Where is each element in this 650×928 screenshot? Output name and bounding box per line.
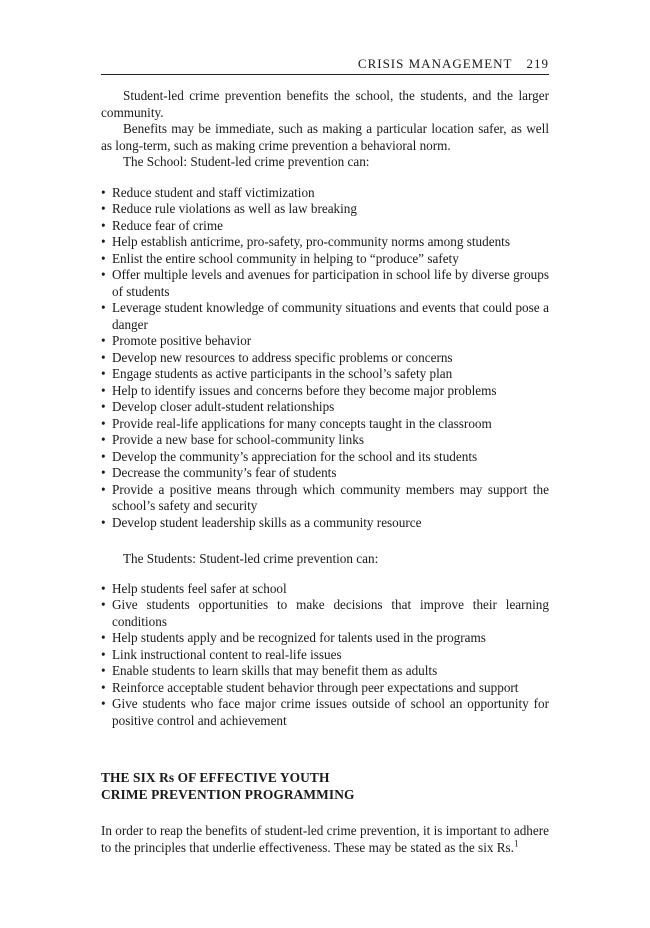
bullet-marker: • bbox=[101, 679, 106, 695]
bullet-marker: • bbox=[101, 300, 106, 315]
school-benefit-item bbox=[101, 333, 549, 350]
student-benefit-item-text: Help students apply and be recognized for talents used in the programs bbox=[112, 630, 486, 645]
school-benefit-item-text: Enlist the entire school community in helping to “produce” safety bbox=[112, 250, 459, 266]
school-benefit-item bbox=[101, 366, 549, 383]
bullet-marker: • bbox=[101, 448, 106, 464]
bullet-marker: • bbox=[101, 432, 106, 447]
section-body-paragraph bbox=[101, 823, 549, 856]
student-benefits-list bbox=[101, 581, 549, 730]
student-benefit-item-text: Give students opportunities to make decisions that improve their learning conditions bbox=[112, 597, 549, 629]
section-heading bbox=[101, 769, 549, 803]
running-title: CRISIS MANAGEMENT bbox=[357, 56, 513, 71]
school-benefit-item bbox=[101, 234, 549, 251]
student-benefit-item bbox=[101, 630, 549, 647]
bullet-marker: • bbox=[101, 630, 106, 645]
bullet-marker: • bbox=[101, 333, 106, 348]
school-lead-in: The School: Student-led crime prevention can: bbox=[123, 154, 370, 169]
school-benefit-item bbox=[101, 201, 549, 218]
student-benefit-item bbox=[101, 680, 549, 697]
bullet-marker: • bbox=[101, 382, 106, 398]
student-benefit-item-text: Link instructional content to real-life issues bbox=[112, 646, 342, 662]
school-benefit-item-text: Help establish anticrime, pro-safety, pro-community norms among students bbox=[112, 234, 510, 249]
bullet-marker: • bbox=[101, 465, 106, 480]
school-benefit-item-text: Decrease the community’s fear of students bbox=[112, 465, 337, 480]
school-benefit-item bbox=[101, 185, 549, 202]
section-heading-line-2: CRIME PREVENTION PROGRAMMING bbox=[101, 787, 355, 802]
school-benefit-item bbox=[101, 300, 549, 333]
bullet-marker: • bbox=[101, 250, 106, 266]
school-benefit-item bbox=[101, 383, 549, 400]
school-benefit-item bbox=[101, 482, 549, 515]
page-number: 219 bbox=[526, 56, 549, 71]
bullet-marker: • bbox=[101, 217, 106, 233]
bullet-marker: • bbox=[101, 366, 106, 381]
school-benefit-item bbox=[101, 218, 549, 235]
school-benefit-item-text: Provide a new base for school-community links bbox=[112, 432, 364, 447]
school-benefit-item-text: Provide a positive means through which community members may support the school’s safety and security bbox=[112, 481, 549, 513]
school-benefit-item-text: Develop closer adult-student relationships bbox=[112, 399, 335, 414]
bullet-marker: • bbox=[101, 415, 106, 431]
student-benefit-item bbox=[101, 581, 549, 598]
student-benefit-item bbox=[101, 663, 549, 680]
school-benefit-item-text: Reduce student and staff victimization bbox=[112, 184, 315, 200]
school-benefit-item-text: Develop the community’s appreciation for the school and its students bbox=[112, 448, 478, 464]
school-benefit-item-text: Reduce rule violations as well as law breaking bbox=[112, 201, 357, 216]
header-rule bbox=[101, 74, 549, 75]
bullet-marker: • bbox=[101, 184, 106, 200]
intro-paragraph-1: Student-led crime prevention benefits the school, the students, and the larger community. bbox=[101, 88, 549, 120]
bullet-marker: • bbox=[101, 201, 106, 216]
school-benefit-item bbox=[101, 416, 549, 433]
footnote-marker: 1 bbox=[513, 838, 519, 849]
school-benefit-item-text: Develop student leadership skills as a community resource bbox=[112, 514, 422, 530]
student-benefit-item-text: Give students who face major crime issues outside of school an opportunity for positive control and achievement bbox=[112, 696, 549, 728]
intro-paragraph-2: Benefits may be immediate, such as making a particular location safer, as well as long-term, such as making crime prevention a behavioral norm. bbox=[101, 121, 549, 153]
student-benefit-item bbox=[101, 647, 549, 664]
school-benefit-item-text: Develop new resources to address specific problems or concerns bbox=[112, 349, 453, 365]
bullet-marker: • bbox=[101, 481, 106, 497]
school-benefit-item bbox=[101, 267, 549, 300]
student-benefit-item-text: Help students feel safer at school bbox=[112, 580, 287, 596]
school-benefit-item bbox=[101, 449, 549, 466]
bullet-marker: • bbox=[101, 646, 106, 662]
school-benefit-item bbox=[101, 432, 549, 449]
student-benefit-item-text: Reinforce acceptable student behavior through peer expectations and support bbox=[112, 679, 519, 695]
bullet-marker: • bbox=[101, 580, 106, 596]
running-header bbox=[101, 56, 549, 76]
student-benefit-item bbox=[101, 696, 549, 729]
school-benefit-item bbox=[101, 465, 549, 482]
school-benefit-item-text: Offer multiple levels and avenues for participation in school life by diverse groups of students bbox=[112, 267, 549, 299]
student-benefit-item-text: Enable students to learn skills that may benefit them as adults bbox=[112, 663, 438, 678]
school-benefit-item-text: Leverage student knowledge of community situations and events that could pose a danger bbox=[112, 300, 549, 332]
bullet-marker: • bbox=[101, 597, 106, 612]
section-heading-line-1: THE SIX Rs OF EFFECTIVE YOUTH bbox=[101, 770, 330, 785]
students-lead-in: The Students: Student-led crime prevention can: bbox=[123, 551, 379, 566]
bullet-marker: • bbox=[101, 696, 106, 711]
section-body-text: In order to reap the benefits of student-led crime prevention, it is important to adhere to the principles that underlie effectiveness. These may be stated as the six Rs. bbox=[101, 823, 549, 855]
bullet-marker: • bbox=[101, 234, 106, 249]
bullet-marker: • bbox=[101, 349, 106, 365]
page-body bbox=[101, 88, 549, 856]
school-benefit-item-text: Reduce fear of crime bbox=[112, 217, 223, 233]
school-benefit-item bbox=[101, 515, 549, 532]
school-benefit-item-text: Help to identify issues and concerns before they become major problems bbox=[112, 382, 497, 398]
school-benefit-item bbox=[101, 251, 549, 268]
bullet-marker: • bbox=[101, 514, 106, 530]
bullet-marker: • bbox=[101, 267, 106, 282]
school-benefit-item-text: Provide real-life applications for many concepts taught in the classroom bbox=[112, 415, 492, 431]
bullet-marker: • bbox=[101, 399, 106, 414]
school-benefit-item bbox=[101, 350, 549, 367]
school-benefit-item bbox=[101, 399, 549, 416]
school-benefit-item-text: Promote positive behavior bbox=[112, 333, 252, 348]
school-benefit-item-text: Engage students as active participants in the school’s safety plan bbox=[112, 366, 453, 381]
bullet-marker: • bbox=[101, 663, 106, 678]
student-benefit-item bbox=[101, 597, 549, 630]
school-benefits-list bbox=[101, 185, 549, 532]
